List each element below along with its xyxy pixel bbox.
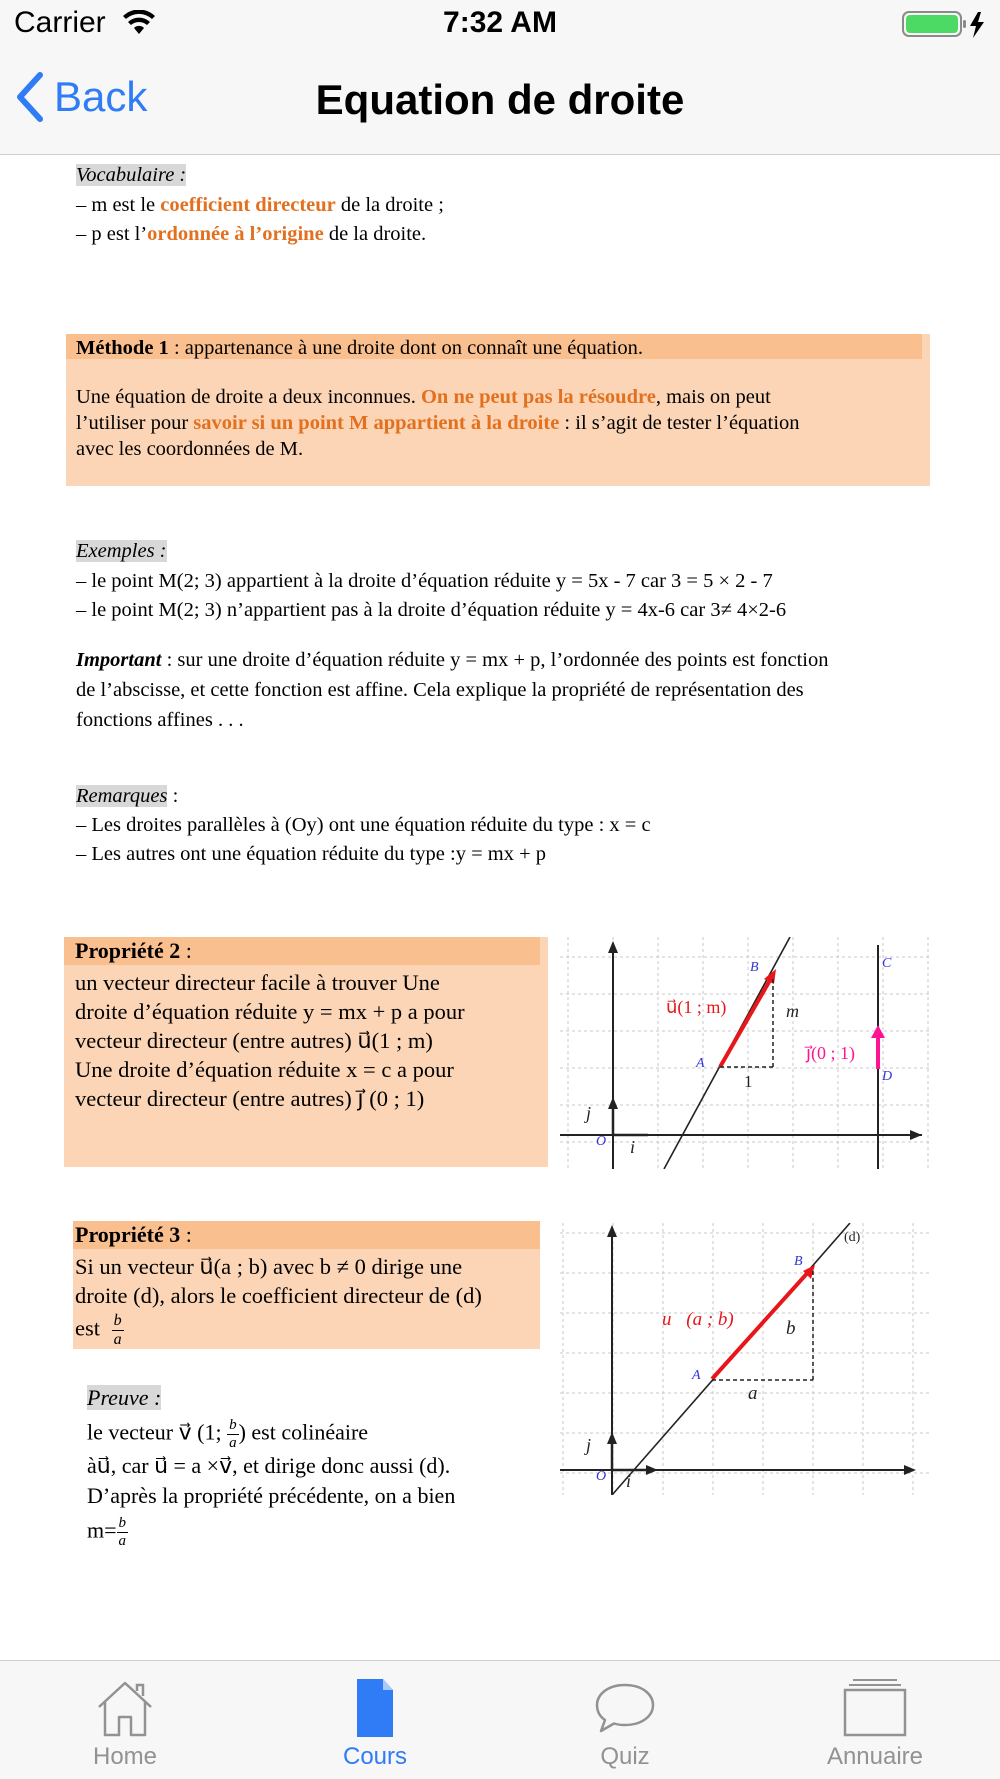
remarques-line-1: – Les droites parallèles à (Oy) ont une équation réduite du type : x = c <box>76 814 651 836</box>
point-d-label: D <box>882 1069 893 1084</box>
tab-home[interactable] <box>0 1661 250 1779</box>
point-c-label: C <box>882 956 892 971</box>
m-label: m <box>786 1001 799 1021</box>
point-b-label: B <box>750 960 759 975</box>
chat-bubble-icon <box>585 1677 665 1739</box>
point-b-label: B <box>794 1254 803 1269</box>
propriete-2-line: droite d’équation réduite y = mx + p a pour <box>75 999 465 1024</box>
propriete-2-line: vecteur directeur (entre autres) u⃗(1 ; m) <box>75 1028 433 1053</box>
preuve-line-4: m= $\frac{b}{a}$ <box>87 1515 127 1549</box>
propriete-3-title: Propriété 3 : <box>75 1222 192 1247</box>
home-icon <box>85 1677 165 1739</box>
origin-label: O <box>596 1469 607 1484</box>
remarques-heading: Remarques : <box>76 785 179 807</box>
line-d-label: (d) <box>844 1230 861 1245</box>
b-label: b <box>786 1318 796 1339</box>
figure-coefficient-directeur <box>560 1223 932 1495</box>
vector-u-label: u⃗(a ; b) <box>662 1309 734 1330</box>
propriete-3-line-3: est $\frac{b}{a}$ <box>75 1312 122 1348</box>
vocab-line-1: – m est le coefficient directeur de la droite ; <box>76 194 444 216</box>
lesson-content[interactable] <box>0 155 1000 1660</box>
page-title: Equation de droite <box>315 76 685 123</box>
preuve-heading: Preuve : <box>87 1385 162 1410</box>
document-icon <box>335 1677 415 1739</box>
preuve-line-3: D’après la propriété précédente, on a bien <box>87 1483 456 1508</box>
preuve-line-1: le vecteur v⃗ (1; $\frac{b}{a}$ ) est colinéaire <box>87 1417 369 1451</box>
tab-annuaire[interactable] <box>750 1661 1000 1779</box>
exemples-line-2: – le point M(2; 3) n’appartient pas à la droite d’équation réduite y = 4x-6 car 3≠ 4×2-6 <box>76 599 787 621</box>
tab-cours[interactable] <box>250 1661 500 1779</box>
vocab-heading: Vocabulaire : <box>76 164 187 186</box>
propriete-2-line: un vecteur directeur facile à trouver Une <box>75 970 440 995</box>
tab-quiz[interactable] <box>500 1661 750 1779</box>
fraction-b-over-a: $\frac{b}{a}$ <box>229 1417 237 1451</box>
vector-i-label: i⃗ <box>630 1137 650 1157</box>
preuve-line-2: àu⃗, car u⃗ = a ×v⃗, et dirige donc aussi (d). <box>87 1453 451 1478</box>
navigation-bar <box>0 50 1000 155</box>
methode-line-1: Une équation de droite a deux inconnues. On ne peut pas la résoudre, mais on peut <box>76 386 771 408</box>
status-bar <box>0 0 1000 50</box>
vector-j-label: j⃗ <box>586 1103 606 1123</box>
propriete-2-line: Une droite d’équation réduite x = c a pour <box>75 1057 454 1082</box>
origin-label: O <box>596 1134 607 1149</box>
one-label: 1 <box>744 1072 753 1091</box>
vector-u-label: u⃗(1 ; m) <box>666 997 727 1017</box>
tab-home-label: Home <box>92 1743 158 1770</box>
point-a-label: A <box>696 1056 705 1071</box>
vocab-line-2: – p est l’ordonnée à l’origine de la droite. <box>76 223 427 245</box>
vector-i-label: i⃗ <box>626 1471 646 1491</box>
propriete-2-title: Propriété 2 : <box>75 938 192 963</box>
methode-title: Méthode 1 : appartenance à une droite dont on connaît une équation. <box>76 337 643 359</box>
exemples-heading: Exemples : <box>76 540 167 562</box>
back-label: Back <box>54 73 148 120</box>
tab-quiz-label: Quiz <box>600 1743 650 1770</box>
exemples-line-1: – le point M(2; 3) appartient à la droite d’équation réduite y = 5x - 7 car 3 = 5 × 2 - 7 <box>76 570 773 592</box>
tab-annuaire-label: Annuaire <box>826 1743 924 1770</box>
fraction-b-over-a: $\frac{b}{a}$ <box>113 1312 122 1348</box>
vector-j-coord-label: j⃗(0 ; 1) <box>806 1043 855 1063</box>
carrier-label: Carrier <box>14 6 106 39</box>
a-label: a <box>748 1383 758 1404</box>
remarques-line-2: – Les autres ont une équation réduite du type :y = mx + p <box>76 843 547 865</box>
vector-j-label: j⃗ <box>586 1435 606 1455</box>
propriete-2-line: vecteur directeur (entre autres) j⃗ (0 ; 1) <box>75 1086 425 1111</box>
clock: 7:32 AM <box>443 6 557 39</box>
tab-cours-label: Cours <box>342 1743 408 1770</box>
important-line-2: de l’abscisse, et cette fonction est affine. Cela explique la propriété de représentation des <box>76 679 804 701</box>
fraction-b-over-a: $\frac{b}{a}$ <box>118 1515 127 1549</box>
propriete-3-line-1: Si un vecteur u⃗(a ; b) avec b ≠ 0 dirige une <box>75 1254 463 1279</box>
tab-bar <box>0 1660 1000 1779</box>
propriete-3-line-2: droite (d), alors le coefficient directeur de (d) <box>75 1283 482 1308</box>
folder-stack-icon <box>835 1677 915 1739</box>
point-a-label: A <box>692 1368 701 1383</box>
important-line-3: fonctions affines . . . <box>76 709 244 731</box>
methode-line-2: l’utiliser pour savoir si un point M appartient à la droite : il s’agit de tester l’équation <box>76 412 800 434</box>
important-line-1: Important : sur une droite d’équation réduite y = mx + p, l’ordonnée des points est fonction <box>76 649 829 671</box>
figure-vector-directeur <box>560 937 932 1169</box>
methode-line-3: avec les coordonnées de M. <box>76 438 304 460</box>
battery-icon <box>902 10 992 40</box>
